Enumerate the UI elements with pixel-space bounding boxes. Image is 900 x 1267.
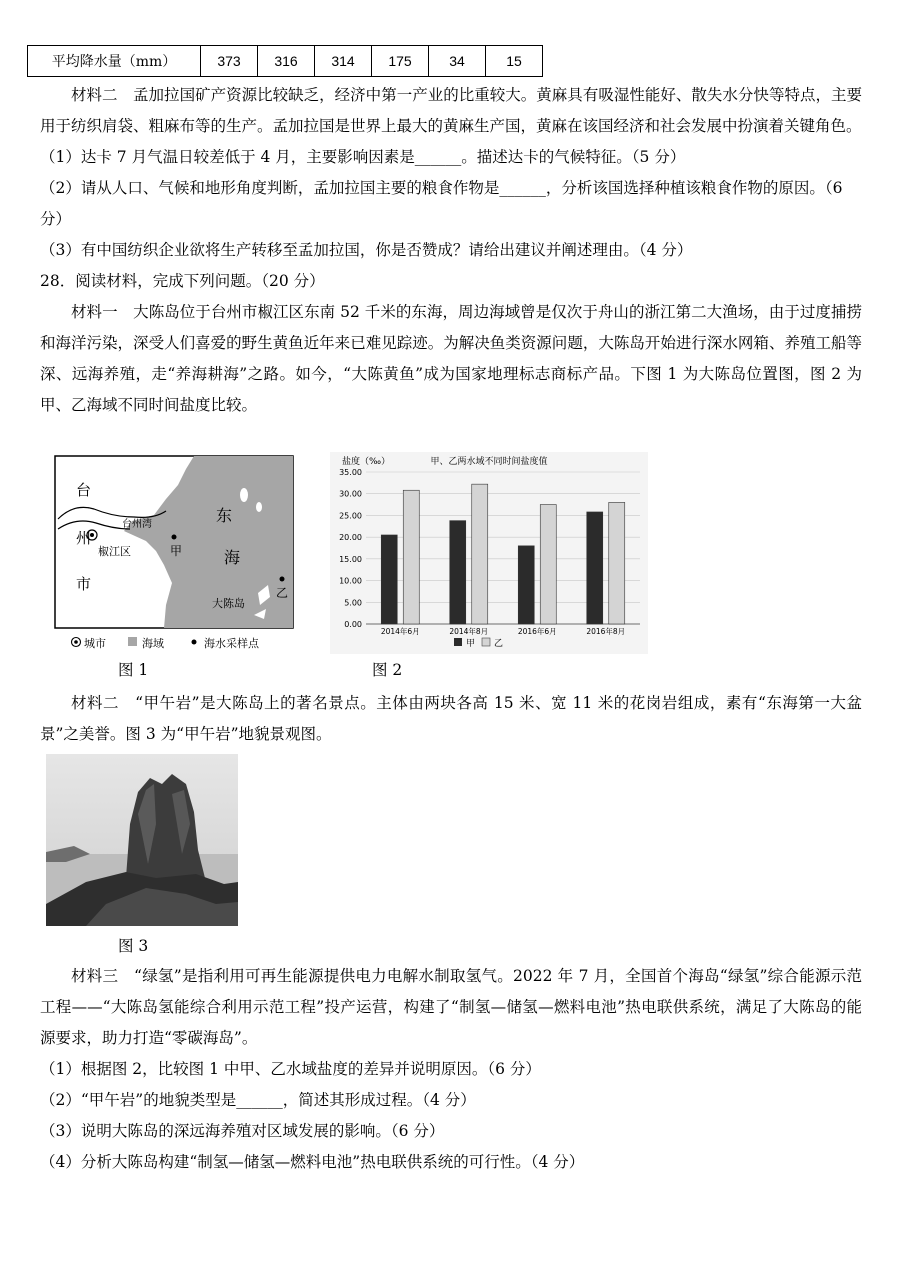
table-row-label: 平均降水量（mm） — [28, 46, 201, 77]
bar-jia — [587, 512, 603, 624]
legend-label: 城市 — [84, 637, 106, 650]
figure-1-caption: 图 1 — [118, 661, 149, 679]
legend-city-icon — [74, 640, 78, 644]
legend-swatch-jia — [454, 638, 462, 646]
legend-sample-icon — [192, 640, 197, 645]
material-3-paragraph: 材料三 “绿氢”是指利用可再生能源提供电力电解水制取氢气。2022 年 7 月，全国首个海岛“绿氢”综合能源示范工程——“大陈岛氢能综合利用示范工程”投产运营，构建了“制氢—储氢—燃料电池”热电联供系统，满足了大陈岛的能源要求，助力打造“零碳海岛”。 — [40, 967, 862, 1047]
map-label: 椒江区 — [98, 545, 131, 558]
bar-yi — [403, 490, 419, 624]
material-3-block — [40, 961, 862, 1178]
x-tick-label: 2016年8月 — [586, 627, 626, 636]
y-tick-label: 15.00 — [339, 554, 362, 564]
question-27-3: （3）有中国纺织企业欲将生产转移至孟加拉国，你是否赞成？请给出建议并阐述理由。（4 分） — [40, 241, 693, 259]
legend-label-jia: 甲 — [466, 639, 476, 649]
island-shape — [240, 488, 248, 502]
table-cell: 373 — [201, 46, 258, 77]
map-label: 州 — [76, 529, 92, 547]
y-tick-label: 5.00 — [344, 598, 362, 608]
precipitation-table — [27, 45, 543, 77]
question-27-1: （1）达卡 7 月气温日较差低于 4 月，主要影响因素是______。描述达卡的气候特征。（5 分） — [40, 148, 686, 166]
map-label: 东 — [216, 506, 233, 525]
material-2-paragraph: 材料二 孟加拉国矿产资源比较缺乏，经济中第一产业的比重较大。黄麻具有吸湿性能好、散失水分快等特点，主要用于纺织肩袋、粗麻布等的生产。孟加拉国是世界上最大的黄麻生产国，黄麻在该国经济和社会发展中扮演着关键角色。 — [40, 86, 862, 135]
material-2-block — [40, 688, 862, 750]
figure-2-caption: 图 2 — [372, 661, 403, 679]
bar-yi — [472, 484, 488, 624]
table-cell: 34 — [429, 46, 486, 77]
sample-point — [280, 577, 285, 582]
question-28-3: （3）说明大陈岛的深远海养殖对区域发展的影响。（6 分） — [40, 1122, 445, 1140]
y-tick-label: 10.00 — [339, 576, 362, 586]
y-tick-label: 0.00 — [344, 620, 362, 629]
y-tick-label: 20.00 — [339, 533, 362, 543]
material-2-jiawu-paragraph: 材料二 “甲午岩”是大陈岛上的著名景点。主体由两块各高 15 米、宽 11 米的花岗岩组成，素有“东海第一大盆景”之美誉。图 3 为“甲午岩”地貌景观图。 — [40, 694, 862, 743]
y-tick-label: 25.00 — [339, 511, 362, 521]
table-cell: 316 — [258, 46, 315, 77]
question-28-1: （1）根据图 2，比较图 1 中甲、乙水域盐度的差异并说明原因。（6 分） — [40, 1060, 541, 1078]
x-tick-label: 2014年6月 — [380, 627, 420, 636]
chart-ylabel: 盐度（‰） — [342, 457, 391, 467]
figure-3-caption: 图 3 — [118, 937, 149, 955]
y-tick-label: 30.00 — [339, 489, 362, 499]
table-cell: 314 — [315, 46, 372, 77]
location-map — [54, 455, 294, 651]
map-label: 台 — [76, 481, 92, 499]
bar-yi — [540, 505, 556, 624]
x-tick-label: 2016年6月 — [517, 627, 557, 636]
table-cell: 15 — [486, 46, 543, 77]
island-shape — [256, 502, 262, 512]
salinity-bar-chart — [330, 452, 648, 654]
bar-jia — [450, 521, 466, 624]
jiawu-rock-photo — [46, 754, 238, 926]
q27-block — [40, 80, 862, 421]
map-label: 市 — [76, 575, 92, 593]
table-row — [28, 46, 543, 77]
chart-title: 甲、乙两水域不同时间盐度值 — [430, 457, 548, 467]
legend-sea-icon — [128, 637, 137, 646]
legend-label-yi: 乙 — [494, 639, 504, 649]
question-28-2: （2）“甲午岩”的地貌类型是______，简述其形成过程。（4 分） — [40, 1091, 476, 1109]
legend-label: 海水采样点 — [204, 637, 259, 650]
legend-swatch-yi — [482, 638, 490, 646]
map-label: 大陈岛 — [212, 597, 245, 610]
bar-jia — [381, 535, 397, 624]
map-label: 甲 — [170, 544, 183, 558]
sample-point — [172, 535, 177, 540]
map-label: 乙 — [276, 586, 289, 600]
map-label: 台州湾 — [122, 519, 152, 530]
x-tick-label: 2014年8月 — [449, 627, 489, 636]
legend-label: 海域 — [142, 637, 164, 650]
table-cell: 175 — [372, 46, 429, 77]
question-28-title: 28．阅读材料，完成下列问题。（20 分） — [40, 272, 325, 290]
question-27-2: （2）请从人口、气候和地形角度判断，孟加拉国主要的粮食作物是______，分析该国选择种植该粮食作物的原因。（6 分） — [40, 179, 843, 228]
question-28-4: （4）分析大陈岛构建“制氢—储氢—燃料电池”热电联供系统的可行性。（4 分） — [40, 1153, 585, 1171]
bar-jia — [518, 546, 534, 624]
material-1-paragraph: 材料一 大陈岛位于台州市椒江区东南 52 千米的东海，周边海域曾是仅次于舟山的浙江第二大渔场，由于过度捕捞和海洋污染，深受人们喜爱的野生黄鱼近年来已难见踪迹。为解决鱼类资源问题，大陈岛开始进行深水网箱、养殖工船等深、远海养殖，走“养海耕海”之路。如今，“大陈黄鱼”成为国家地理标志商标产品。下图 1 为大陈岛位置图，图 2 为甲、乙海域不同时间盐度比较。 — [40, 303, 862, 414]
y-tick-label: 35.00 — [339, 468, 362, 477]
map-label: 海 — [224, 548, 241, 567]
bar-yi — [609, 502, 625, 624]
